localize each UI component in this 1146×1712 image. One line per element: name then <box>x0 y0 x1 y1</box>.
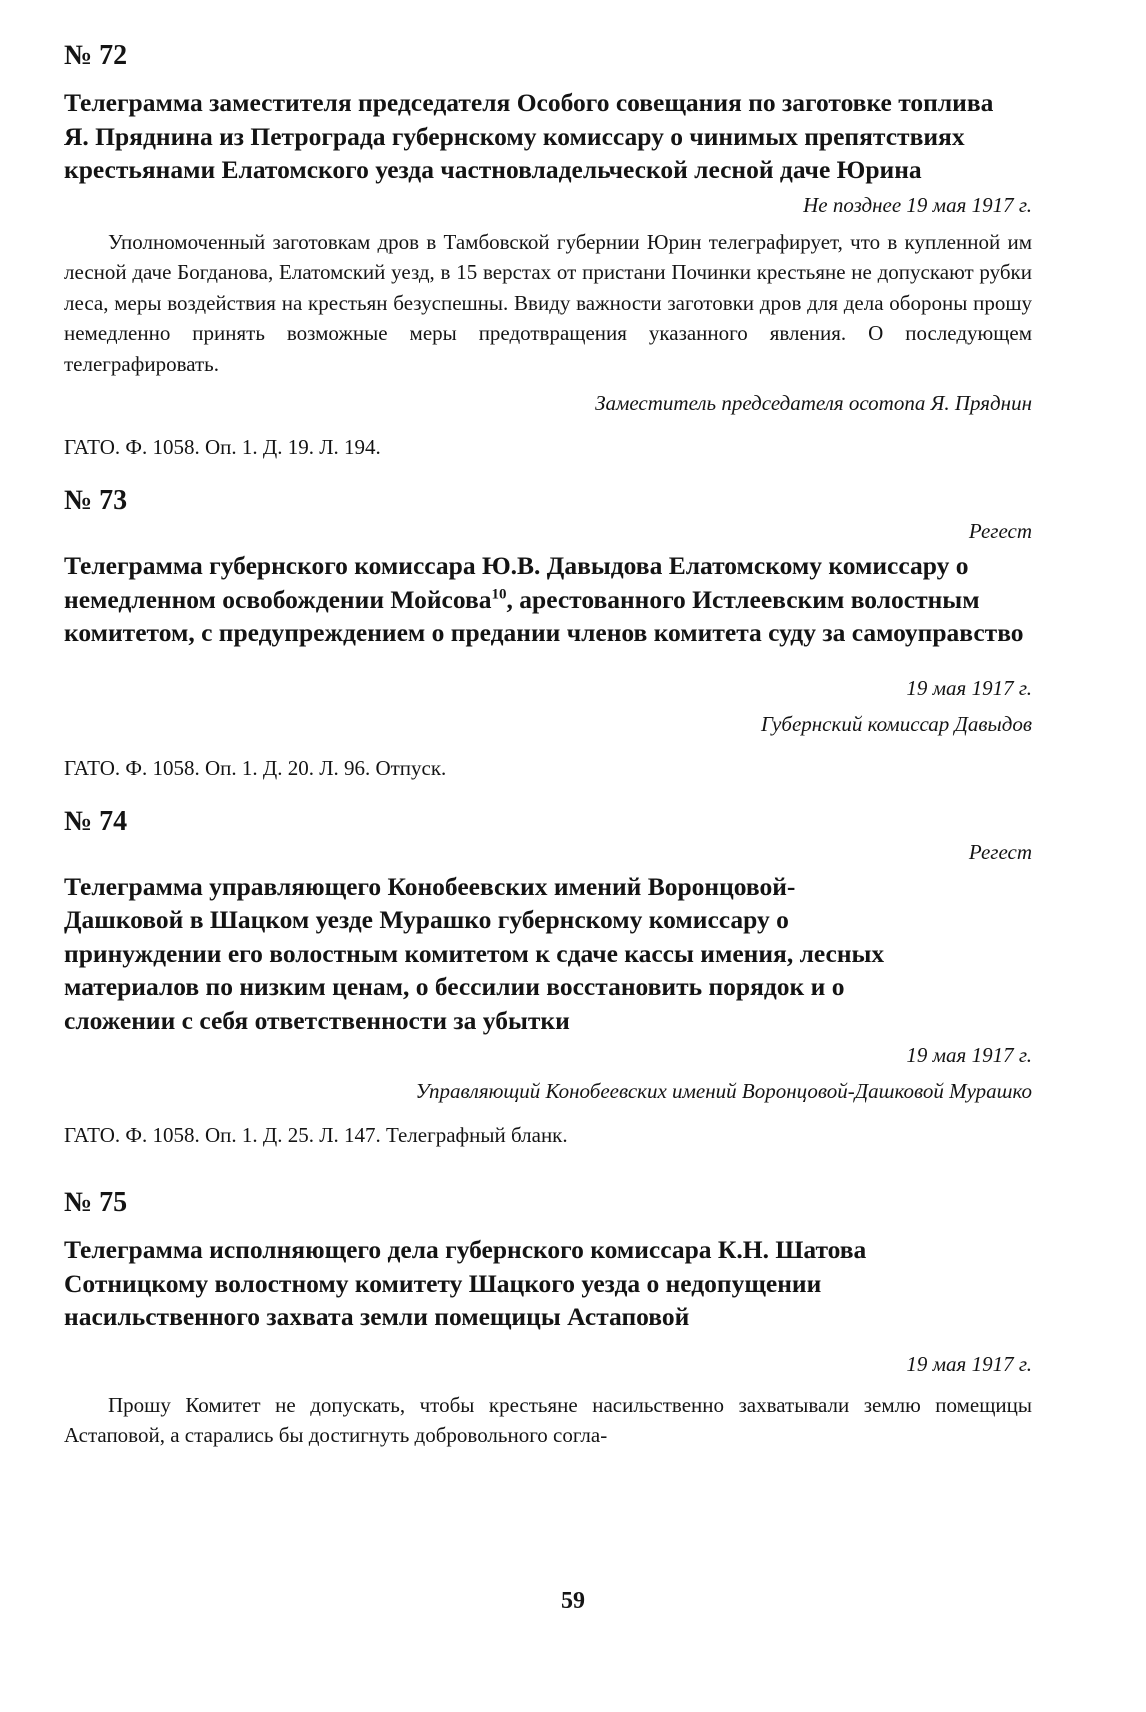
document-date: 19 мая 1917 г. <box>906 1043 1032 1067</box>
document-date: Не позднее 19 мая 1917 г. <box>803 192 1032 217</box>
document-body: Уполномоченный заготовкам дров в Тамбовской губернии Юрин телеграфирует, что в купленной им лесной даче Богданова, Елатомский уезд, в 15 верстах от пристани Починки крестьяне не допускают рубки леса, меры воздействия на крестьян безуспешны. Ввиду важности заготовки дров для дела обороны прошу немедленно принять возможные меры предотвращения указанного явления. О последующем телеграфировать. <box>64 229 1032 376</box>
document-74 <box>64 806 1032 1150</box>
archive-reference: ГАТО. Ф. 1058. Оп. 1. Д. 20. Л. 96. Отпуск. <box>64 755 447 780</box>
page-content <box>64 40 1032 1451</box>
document-number: № 75 <box>64 1187 128 1218</box>
document-75 <box>64 1187 1032 1451</box>
document-73 <box>64 485 1032 782</box>
archive-reference: ГАТО. Ф. 1058. Оп. 1. Д. 25. Л. 147. Телеграфный бланк. <box>64 1123 568 1147</box>
document-body: Прошу Комитет не допускать, чтобы крестьяне насильственно захватывали землю помещицы Астаповой, а старались бы достигнуть добровольного согла- <box>64 1392 1032 1447</box>
document-number: № 74 <box>64 805 128 837</box>
document-title: Телеграмма исполняющего дела губернского комиссара К.Н. Шатова Сотницкому волостному комитету Шацкого уезда о недопущении насильственного захвата земли помещицы Астаповой <box>64 1235 867 1331</box>
document-title-part2: , арестованного Истлеевским волостным комитетом, с предупреждением о предании членов комитета суду за самоуправство <box>64 584 1024 647</box>
archive-reference: ГАТО. Ф. 1058. Оп. 1. Д. 19. Л. 194. <box>64 435 381 459</box>
regest-label: Регест <box>968 519 1032 543</box>
page-number: 59 <box>561 1588 585 1614</box>
document-title-part1: Телеграмма губернского комиссара Ю.В. Давыдова Елатомскому комиссару о немедленном освобождении Мойсова <box>64 551 969 614</box>
document-title <box>64 549 1032 650</box>
document-date: 19 мая 1917 г. <box>906 675 1032 700</box>
document-number: № 73 <box>64 485 128 516</box>
document-title: Телеграмма заместителя председателя Особого совещания по заготовке топлива Я. Пряднина из Петрограда губернскому комиссару о чинимых препятствиях крестьянами Елатомского уезда частновладельческой лесной даче Юрина <box>64 88 994 184</box>
document-number: № 72 <box>64 40 128 71</box>
document-signature: Губернский комиссар Давыдов <box>761 711 1032 736</box>
document-72 <box>64 40 1032 461</box>
regest-label: Регест <box>968 839 1032 864</box>
document-title: Телеграмма управляющего Конобеевских имений Воронцовой-Дашковой в Шацком уезде Мурашко губернскому комиссару о принуждении его волостным комитетом к сдаче кассы имения, лесных материалов по низким ценам, о бессилии восстановить порядок и о сложении с себя ответственности за убытки <box>64 871 885 1035</box>
footnote-marker: 10 <box>491 586 507 602</box>
document-signature: Заместитель председателя осотопа Я. Пряднин <box>595 391 1032 415</box>
document-date: 19 мая 1917 г. <box>906 1351 1032 1376</box>
document-signature: Управляющий Конобеевских имений Воронцовой-Дашковой Мурашко <box>415 1079 1032 1103</box>
